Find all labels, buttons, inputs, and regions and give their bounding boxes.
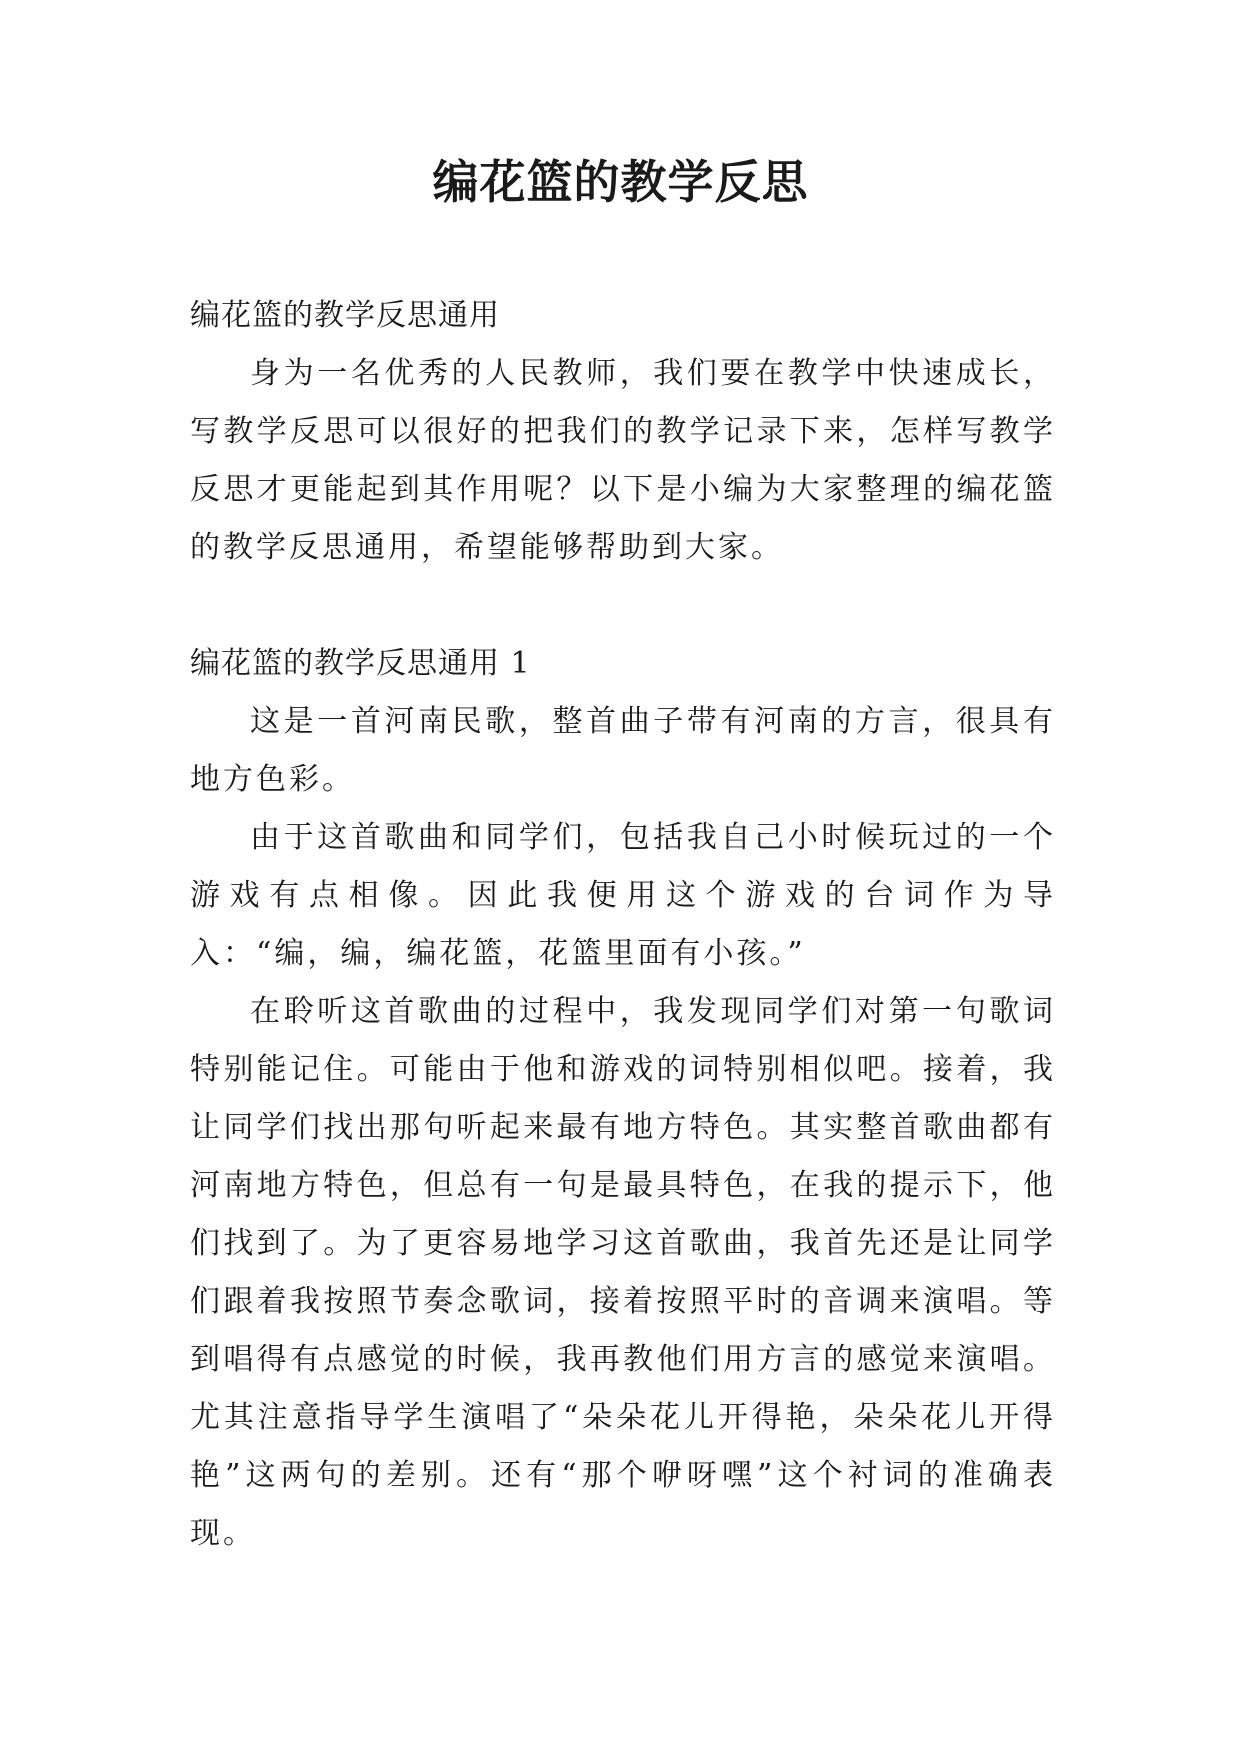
- section1-paragraph-1: 这是一首河南民歌，整首曲子带有河南的方言，很具有地方色彩。: [190, 704, 1056, 797]
- section-spacer: [190, 577, 1056, 635]
- section1-heading: 编花篮的教学反思通用 1: [190, 646, 531, 681]
- section1-paragraph-3: 在聆听这首歌曲的过程中，我发现同学们对第一句歌词特别能记住。可能由于他和游戏的词特别相似吧。接着，我让同学们找出那句听起来最有地方特色。其实整首歌曲都有河南地方特色，但总有一句是最具特色，在我的提示下，他们找到了。为了更容易地学习这首歌曲，我首先还是让同学们跟着我按照节奏念歌词，接着按照平时的音调来演唱。等到唱得有点感觉的时候，我再教他们用方言的感觉来演唱。尤其注意指导学生演唱了“朵朵花儿开得艳，朵朵花儿开得艳”这两句的差别。还有“那个咿呀嘿”这个衬词的准确表现。: [190, 994, 1056, 1551]
- section1-paragraph-2: 由于这首歌曲和同学们，包括我自己小时候玩过的一个游戏有点相像。因此我便用这个游戏的台词作为导入：“编，编，编花篮，花篮里面有小孩。”: [190, 820, 1056, 971]
- intro-paragraph: 身为一名优秀的人民教师，我们要在教学中快速成长，写教学反思可以很好的把我们的教学记录下来，怎样写教学反思才更能起到其作用呢？以下是小编为大家整理的编花篮的教学反思通用，希望能够帮助到大家。: [190, 356, 1056, 565]
- document-title: 编花篮的教学反思: [432, 155, 809, 209]
- intro-heading: 编花篮的教学反思通用: [190, 298, 500, 333]
- document-body: [190, 287, 1056, 1563]
